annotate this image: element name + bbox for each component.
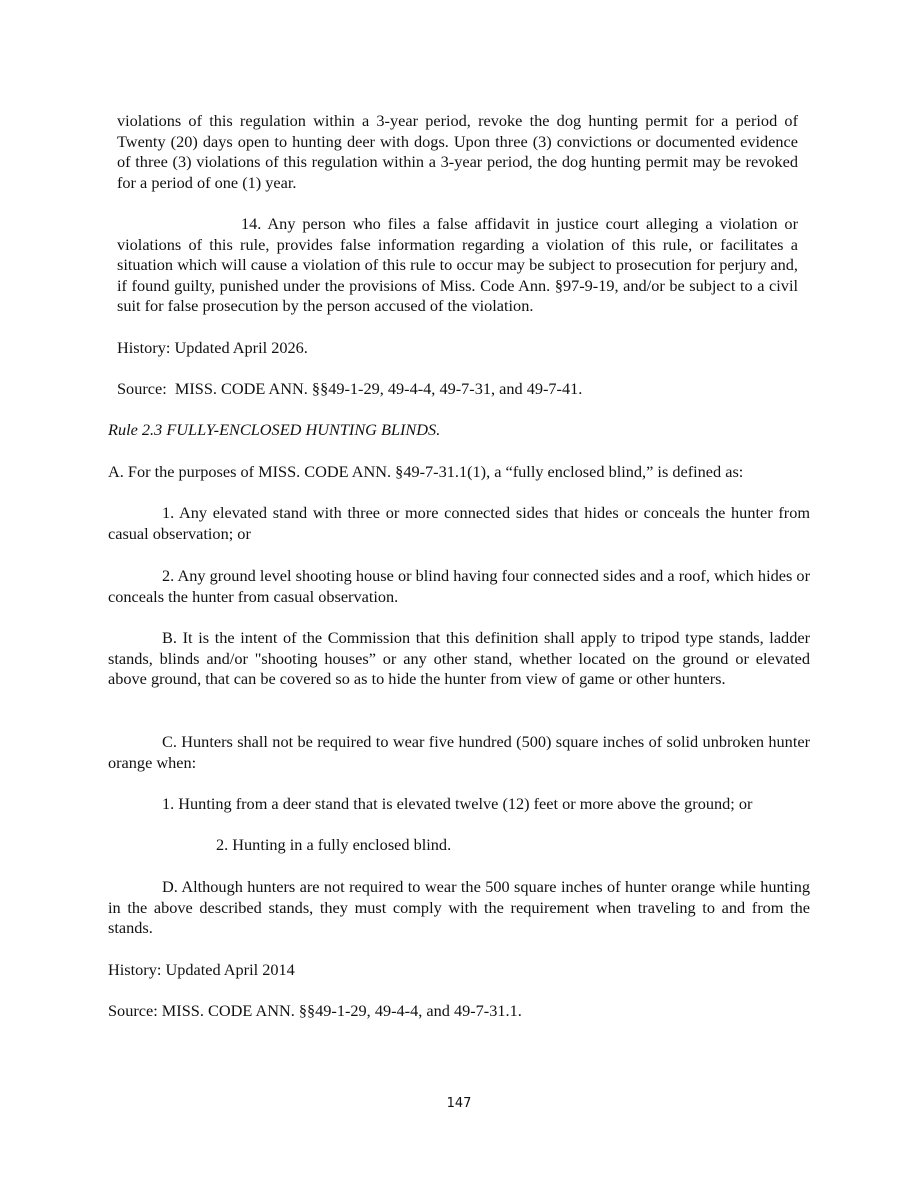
paragraph-c: C. Hunters shall not be required to wear five hundred (500) square inches of solid unbroken hunter orange when: <box>108 732 810 772</box>
page-number: 147 <box>446 1096 472 1111</box>
paragraph-a-1: 1. Any elevated stand with three or more connected sides that hides or conceals the hunter from casual observation; or <box>108 503 810 543</box>
history-line-1: History: Updated April 2026. <box>117 338 308 357</box>
paragraph-a-2: 2. Any ground level shooting house or blind having four connected sides and a roof, which hides or conceals the hunter from casual observation. <box>108 566 810 606</box>
paragraph-c-1: 1. Hunting from a deer stand that is elevated twelve (12) feet or more above the ground; or <box>162 794 753 813</box>
paragraph-c-2: 2. Hunting in a fully enclosed blind. <box>216 835 452 854</box>
paragraph-d: D. Although hunters are not required to wear the 500 square inches of hunter orange while hunting in the above described stands, they must comply with the requirement when traveling to and from the stands. <box>108 877 810 938</box>
source-line-2: Source: MISS. CODE ANN. §§49-1-29, 49-4-4, and 49-7-31.1. <box>108 1001 522 1020</box>
paragraph-14-false-affidavit: 14. Any person who files a false affidavit in justice court alleging a violation or violations of this rule, provides false information regarding a violation of this rule, or facilitates a situation which will cause a violation of this rule to occur may be subject to prosecution for perjury and, if found guilty, punished under the provisions of Miss. Code Ann. §97-9-19, and/or be subject to a civil suit for false prosecution by the person accused of the violation. <box>117 214 798 316</box>
history-line-2: History: Updated April 2014 <box>108 960 295 979</box>
rule-heading: Rule 2.3 FULLY-ENCLOSED HUNTING BLINDS. <box>108 420 441 439</box>
paragraph-a: A. For the purposes of MISS. CODE ANN. §49-7-31.1(1), a “fully enclosed blind,” is defined as: <box>108 462 744 481</box>
paragraph-violations: violations of this regulation within a 3-year period, revoke the dog hunting permit for a period of Twenty (20) days open to hunting deer with dogs. Upon three (3) convictions or documented evidence of three (3) violations of this regulation within a 3-year period, the dog hunting permit may be revoked for a period of one (1) year. <box>117 111 798 192</box>
paragraph-b: B. It is the intent of the Commission that this definition shall apply to tripod type stands, ladder stands, blinds and/or "shooting houses” or any other stand, whether located on the ground or elevated above ground, that can be covered so as to hide the hunter from view of game or other hunters. <box>108 628 810 689</box>
source-line-1: Source: MISS. CODE ANN. §§49-1-29, 49-4-4, 49-7-31, and 49-7-41. <box>117 379 583 398</box>
